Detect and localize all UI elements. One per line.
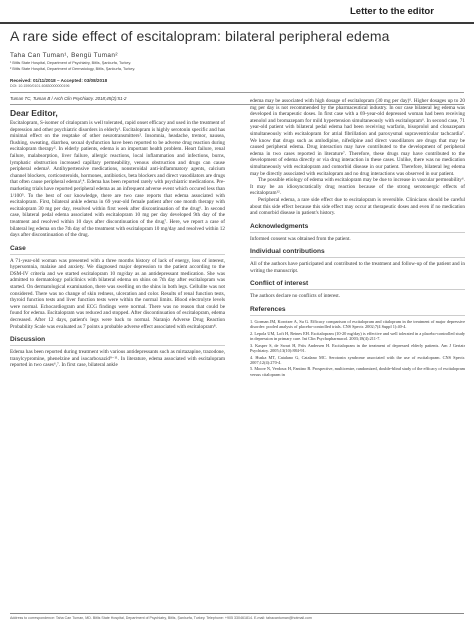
intro-paragraph: Escitalopram, S-isomer of citalopram is well tolerated, rapid onset efficacy and used in the treatment of depression and other psychiatric disorders in elderly¹. Escitalopram is highly serotonin specific and has minimal effect on the reuptake of other neurotransmitters². Insomnia, headache, tremor, nausea, flushing, sweating, diarrhea, sexual dysfunction have been reported to be adverse drug reaction during escitalopram therapy². In elderly patients, edema is an important health problem. Heart failure, renal failure, malabsorption, liver failure, allergic reactions, local inflammation and infections, burns, lymphatic obstruction increased capillary permeability, venous obstruction and drugs can cause peripheral edema². Antihypertensive medications, nonsteroidal anti-inflammatory agents, calcium channel blockers, corticosteroids, hormones, antibiotics, beta blockers and direct vasodilators are drugs that often cause peripheral edema³,⁴. Edema has been reported rarely with psychiatric medications. Pre-marketing trials have reported peripheral edema as an infrequent adverse event which occured less than 1/100⁵. To the best of our knowledge, there are two case reports that edema associated with escitalopram. First, bilateral ankle edema in 69 year-old female patient after one month therapy with escitalopram 30 mg per day, resolved within first week after discontinuation of the drug⁶. In second case, bilateral pedal edema associated with escitalopram 10 mg per day developed 9th day of the treatment and resolved within 10 days after discontinuation of the drug⁷. Here, we report a case of bilateral leg edema on the 7th day of the treatment with escitalopram 10 mg/day and resolved within 12 days after discontinuation of the drug. xyxy=(10,120,225,239)
citation-line: Tuman TC, Tuman B / Arch Clin Psychiatry. 2018;45(2):51-2 xyxy=(10,96,127,101)
left-column xyxy=(10,108,225,369)
right-column xyxy=(250,98,465,378)
references-heading: References xyxy=(250,306,286,314)
contributions-heading: Individual contributions xyxy=(250,248,325,256)
affiliation-1: ¹ Bitlis State Hospital, Department of Psychiatry, Bitlis, Şanlıurfa, Turkey. xyxy=(10,61,132,65)
header-rule xyxy=(0,22,474,24)
case-paragraph: A 71-year-old woman was presented with a three months history of lack of energy, loss of interest, hypersomnia, malaise and anxiety. We diagnosed major depression to the patient according to the DSM-IV criteria and we started escitalopram 10 mg/day as an antidepressant medication. She was admitted to dermatology policlinics with bilateral edema on shins on 7th day after escitalopram was started. On dermatological examination, there was swelling on the shins in both legs. Cellulite was not considered. There was no change of skin redness, ulceration and color. Results of renal function tests, thyroid function tests and liver function tests were within the normal limits. Blood electrolyte levels were normal. Echocardiogram and ECG findings were normal. There was no reason that could be found for edema. Escitalopram was reduced and stopped. After discontinuation of escitalopram, edema decreased. After 12 days, patient's legs were back to normal. Naranjo Adverse Drug Reaction Probability Scale was evaluated as 7 points a probable adverse effect associated with escitalopram⁸. xyxy=(10,257,225,330)
footer-rule xyxy=(10,613,464,614)
case-heading: Case xyxy=(10,244,26,252)
discussion-heading: Discussion xyxy=(10,336,46,344)
reference-item: 1. Gorman JM, Korotzer A, Su G. Efficacy comparison of escitalopram and citalopram in the treatment of major depressive disorder: pooled analysis of placebo-controlled trials. CNS Spectr. 2002;7(4 Suppl 1):40-4. xyxy=(250,319,465,330)
divider xyxy=(10,92,464,93)
reference-item: 3. Kasper S, de Swart H, Friis Andersen H. Escitalopram in the treatment of depressed elderly patients. Am J Geriatr Psychiatry. 2005;13(10):884-91. xyxy=(250,342,465,354)
doi-link[interactable]: DOI: 10.1590/0101-60830000000196 xyxy=(10,84,70,88)
section-underline xyxy=(10,254,225,255)
section-underline xyxy=(250,232,465,233)
reference-item: 2. Lepola UM, Loft H, Reines EH. Escitalopram (10-20 mg/day) is effective and well tolerated in a placebo-controlled study in depression in primary care. Int Clin Psychopharmacol. 2003;18(4):211-7. xyxy=(250,330,465,342)
received-accepted-dates: Received: 01/11/2018 – Accepted: 03/08/2018 xyxy=(10,78,108,83)
conflict-text: The authors declare no conflicts of interest. xyxy=(250,293,341,300)
section-underline xyxy=(250,289,465,290)
salutation: Dear Editor, xyxy=(10,108,58,118)
conflict-heading: Conflict of interest xyxy=(250,280,309,288)
section-underline xyxy=(250,315,465,316)
reference-item: 5. Moore N, Verdoux H, Fantino B. Prospective, multicentre, randomized, double-blind study of the efficacy of escitalopram versus citalopram in xyxy=(250,366,465,377)
correspondence-footer: Address to correspondence: Taha Can Tuman, MD. Bitlis State Hospital, Department of Psychiatry, Bitlis, Şanlıurfa, Turkey. Telephone: +905 330461814. E-mail: tahacantuman@hotmail.com xyxy=(10,616,312,620)
contributions-text: All of the authors have participated and contributed to the treatment and follow-up of the patient and in writing the manuscript. xyxy=(250,261,465,274)
discussion-paragraph: Edema has been reported during treatment with various antidepressants such as mirtazapine, trazodone, tranylcypromine, phenelzine and isocarboxazid⁹⁻¹¹. In literature, edema associated with escitalopram reported in two cases⁶,⁷. In first case, bilateral ankle xyxy=(10,349,225,369)
article-title: A rare side effect of escitalopram: bilateral peripheral edema xyxy=(10,28,390,44)
section-label: Letter to the editor xyxy=(350,6,434,17)
section-underline xyxy=(10,345,225,346)
etiology-paragraph: The possible etiology of edema with escitalopram may be due to increase in vascular permeability⁶. It may be an idiosyncratically drug reaction because of the strong serotonergic effects of escitalopram¹². xyxy=(250,177,465,197)
affiliation-2: ² Bitlis State Hospital, Department of Dermatology, Bitlis, Şanlıurfa, Turkey. xyxy=(10,67,136,71)
reference-item: 4. Huska MT, Catalano G, Catalano MC. Serotonin syndrome associated with the use of escitalopram. CNS Spectr. 2007;12(4):270-4. xyxy=(250,354,465,365)
reference-list xyxy=(250,319,465,377)
acknowledgments-heading: Acknowledgments xyxy=(250,222,309,230)
discussion-continued-paragraph: edema may be associated with high dosage of escitalopram (30 mg per day)⁶. Higher dosages up to 20 mg per day is not recommended by the pharmaceutical industry. In our case bilateral leg edema was developed in therapeutic doses. In first case with a 69-year-old depressed woman had been receiving atenolol and bromazepam for mild hypertension simultaneously with escitalopram⁶. In second case, 71 year-old patient with bilateral pedal edema had been receiving warfarin, bisoprolol and clonazepam simultaneously with escitalopram for atrial fibrillation and paroxysmal supraventricular tachcardia⁷. We know that drugs such as amlodipine, nifedipine and direct vasodilators are drugs that may be caused peripheral edema. Drug interaction may have contributed to the development of peripheral edema in two cases reported in literature⁷. Therefore, these drugs may have contributed to the development of edema directly or via drug interaction in these cases. Unlike, there was no medication simultaneously with escitalopram and comorbid disease in our patient. Therefore, bilateral leg edema may be directly associated with escitalopram and no drug interactions was observed in our patient. xyxy=(250,98,465,177)
article-authors: Taha Can Tuman¹, Bengü Tuman² xyxy=(10,52,118,59)
section-underline xyxy=(250,257,465,258)
conclusion-paragraph: Peripheral edema, a rare side effect due to escitalopram is reversible. Clinicians should be careful about this side effect because this side effect may occur at therapeutic doses and even if no medication and comorbid disease in patient's history. xyxy=(250,196,465,217)
acknowledgments-text: Informed consent was obtained from the patient. xyxy=(250,235,351,242)
